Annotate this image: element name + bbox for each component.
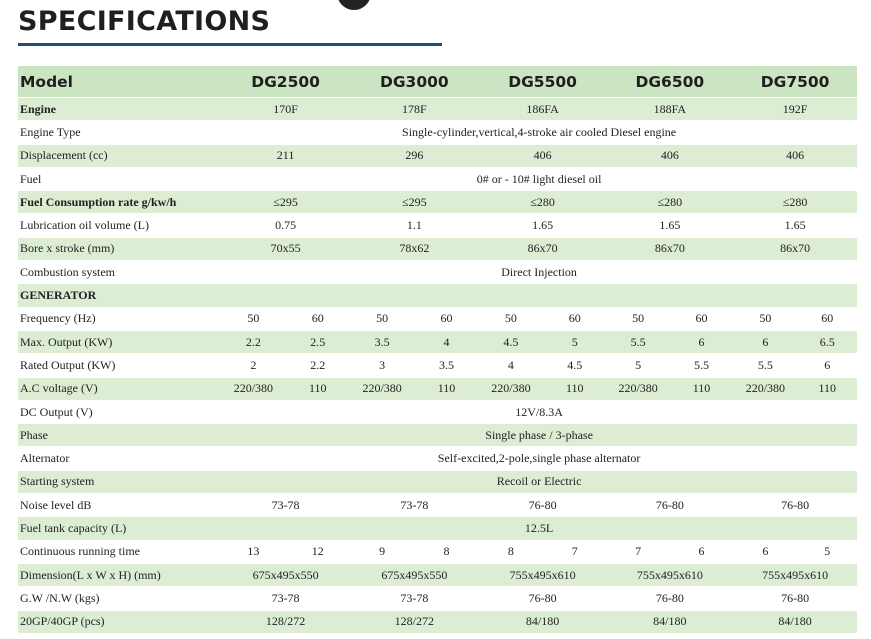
table-cell-span: Single-cylinder,vertical,4-stroke air cooled Diesel engine <box>221 121 857 144</box>
table-cell: 220/380 <box>479 377 543 400</box>
table-cell: 110 <box>670 377 733 400</box>
row-label: Lubrication oil volume (L) <box>18 214 221 237</box>
table-cell: ≤280 <box>606 191 733 214</box>
table-cell: 50 <box>479 307 543 330</box>
table-cell: 6.5 <box>798 330 857 353</box>
table-row <box>18 307 857 330</box>
table-cell: 170F <box>221 98 350 121</box>
table-cell: 3 <box>350 354 414 377</box>
table-cell: 755x495x610 <box>606 563 733 586</box>
table-cell: 186FA <box>479 98 607 121</box>
table-cell: 78x62 <box>350 237 479 260</box>
table-cell: 8 <box>479 540 543 563</box>
table-cell: 3.5 <box>414 354 478 377</box>
table-cell: 0.75 <box>221 214 350 237</box>
table-cell-span: 12V/8.3A <box>221 400 857 423</box>
table-body <box>18 98 857 634</box>
table-cell: 50 <box>733 307 797 330</box>
table-cell: 76-80 <box>479 587 607 610</box>
row-label: Dimension(L x W x H) (mm) <box>18 563 221 586</box>
table-cell: 60 <box>286 307 350 330</box>
table-cell: 60 <box>798 307 857 330</box>
row-label: Frequency (Hz) <box>18 307 221 330</box>
row-label: Fuel <box>18 167 221 190</box>
table-cell: 110 <box>798 377 857 400</box>
table-cell: 755x495x610 <box>733 563 857 586</box>
table-cell: 84/180 <box>733 610 857 633</box>
table-cell: 76-80 <box>479 494 607 517</box>
header-model-dg2500: DG2500 <box>221 66 350 98</box>
table-cell: 128/272 <box>350 610 479 633</box>
table-cell: 675x495x550 <box>350 563 479 586</box>
table-cell: 406 <box>479 144 607 167</box>
table-row <box>18 98 857 121</box>
table-row <box>18 191 857 214</box>
table-cell: 73-78 <box>350 494 479 517</box>
table-cell: 76-80 <box>606 587 733 610</box>
table-cell: 6 <box>733 540 797 563</box>
table-cell: 76-80 <box>733 494 857 517</box>
table-cell: 76-80 <box>606 494 733 517</box>
row-label: Bore x stroke (mm) <box>18 237 221 260</box>
table-cell: 211 <box>221 144 350 167</box>
table-row <box>18 354 857 377</box>
table-cell: 5.5 <box>670 354 733 377</box>
row-label: Displacement (cc) <box>18 144 221 167</box>
row-label: Continuous running time <box>18 540 221 563</box>
table-cell: 3.5 <box>350 330 414 353</box>
table-row <box>18 330 857 353</box>
table-cell-span: Single phase / 3-phase <box>221 424 857 447</box>
table-cell: 220/380 <box>606 377 669 400</box>
table-cell: 6 <box>733 330 797 353</box>
row-label: Max. Output (KW) <box>18 330 221 353</box>
table-cell: 4.5 <box>479 330 543 353</box>
table-row <box>18 587 857 610</box>
table-cell-span: 0# or - 10# light diesel oil <box>221 167 857 190</box>
table-cell: 86x70 <box>479 237 607 260</box>
row-label: Alternator <box>18 447 221 470</box>
row-label: Starting system <box>18 470 221 493</box>
table-cell: 60 <box>670 307 733 330</box>
table-cell: 128/272 <box>221 610 350 633</box>
table-row <box>18 377 857 400</box>
table-header-row <box>18 66 857 98</box>
table-cell: 5 <box>543 330 606 353</box>
table-cell: 296 <box>350 144 479 167</box>
table-row <box>18 144 857 167</box>
table-cell: 6 <box>670 540 733 563</box>
row-label: Noise level dB <box>18 494 221 517</box>
table-cell: 12 <box>286 540 350 563</box>
table-cell: 4 <box>479 354 543 377</box>
table-cell: 60 <box>543 307 606 330</box>
table-cell: 9 <box>350 540 414 563</box>
table-cell: 110 <box>543 377 606 400</box>
specifications-table <box>18 66 857 634</box>
table-cell: 70x55 <box>221 237 350 260</box>
page-title: SPECIFICATIONS <box>18 6 271 37</box>
table-row <box>18 121 857 144</box>
table-cell: 406 <box>606 144 733 167</box>
table-cell: 188FA <box>606 98 733 121</box>
table-cell: 4.5 <box>543 354 606 377</box>
table-row <box>18 214 857 237</box>
table-cell: 60 <box>414 307 478 330</box>
header-model-dg6500: DG6500 <box>606 66 733 98</box>
table-cell: 50 <box>606 307 669 330</box>
row-label: Combustion system <box>18 261 221 284</box>
table-row <box>18 284 857 307</box>
table-cell: 5 <box>798 540 857 563</box>
table-cell: 6 <box>670 330 733 353</box>
table-cell: 50 <box>221 307 285 330</box>
brand-logo-fragment <box>337 0 371 10</box>
table-row <box>18 517 857 540</box>
table-cell: 76-80 <box>733 587 857 610</box>
table-row <box>18 261 857 284</box>
table-cell: 13 <box>221 540 285 563</box>
row-label: 20GP/40GP (pcs) <box>18 610 221 633</box>
table-cell: 5 <box>606 354 669 377</box>
table-cell: 73-78 <box>221 587 350 610</box>
table-cell: ≤295 <box>221 191 350 214</box>
table-cell: 1.65 <box>733 214 857 237</box>
row-label: Rated Output (KW) <box>18 354 221 377</box>
row-label: GENERATOR <box>18 284 221 307</box>
table-cell-span: Direct Injection <box>221 261 857 284</box>
table-cell-span: Self-excited,2-pole,single phase alternator <box>221 447 857 470</box>
row-label: Fuel tank capacity (L) <box>18 517 221 540</box>
row-label: Fuel Consumption rate g/kw/h <box>18 191 221 214</box>
table-row <box>18 237 857 260</box>
table-cell: 755x495x610 <box>479 563 607 586</box>
table-cell: 2.5 <box>286 330 350 353</box>
title-underline <box>18 43 442 46</box>
table-cell-span: Recoil or Electric <box>221 470 857 493</box>
table-cell: ≤295 <box>350 191 479 214</box>
table-cell: 2 <box>221 354 285 377</box>
table-cell: 73-78 <box>221 494 350 517</box>
table-row <box>18 610 857 633</box>
table-cell: 110 <box>286 377 350 400</box>
table-cell: 7 <box>606 540 669 563</box>
table-row <box>18 540 857 563</box>
table-cell: 2.2 <box>286 354 350 377</box>
table-row <box>18 494 857 517</box>
table-cell: 2.2 <box>221 330 285 353</box>
table-row <box>18 470 857 493</box>
table-cell: 84/180 <box>479 610 607 633</box>
row-label: Phase <box>18 424 221 447</box>
table-cell: 86x70 <box>733 237 857 260</box>
row-label: Engine <box>18 98 221 121</box>
table-cell: 7 <box>543 540 606 563</box>
header-model-dg3000: DG3000 <box>350 66 479 98</box>
table-row <box>18 563 857 586</box>
table-cell: 192F <box>733 98 857 121</box>
table-cell: 4 <box>414 330 478 353</box>
table-cell-span: 12.5L <box>221 517 857 540</box>
table-row <box>18 167 857 190</box>
table-cell: ≤280 <box>733 191 857 214</box>
table-cell: 406 <box>733 144 857 167</box>
row-label: Engine Type <box>18 121 221 144</box>
table-cell: 1.1 <box>350 214 479 237</box>
table-cell: 86x70 <box>606 237 733 260</box>
table-cell-empty <box>221 284 857 307</box>
table-cell: 1.65 <box>479 214 607 237</box>
table-row <box>18 424 857 447</box>
table-cell: 220/380 <box>733 377 797 400</box>
row-label: A.C voltage (V) <box>18 377 221 400</box>
table-cell: 50 <box>350 307 414 330</box>
table-cell: 84/180 <box>606 610 733 633</box>
table-cell: 220/380 <box>350 377 414 400</box>
table-cell: 178F <box>350 98 479 121</box>
header-model-label: Model <box>18 66 221 98</box>
table-cell: 5.5 <box>606 330 669 353</box>
table-cell: ≤280 <box>479 191 607 214</box>
table-row <box>18 400 857 423</box>
header-model-dg7500: DG7500 <box>733 66 857 98</box>
table-cell: 6 <box>798 354 857 377</box>
table-cell: 1.65 <box>606 214 733 237</box>
table-cell: 110 <box>414 377 478 400</box>
table-cell: 8 <box>414 540 478 563</box>
table-cell: 220/380 <box>221 377 285 400</box>
table-row <box>18 447 857 470</box>
header-model-dg5500: DG5500 <box>479 66 607 98</box>
row-label: G.W /N.W (kgs) <box>18 587 221 610</box>
row-label: DC Output (V) <box>18 400 221 423</box>
table-cell: 675x495x550 <box>221 563 350 586</box>
table-cell: 73-78 <box>350 587 479 610</box>
table-cell: 5.5 <box>733 354 797 377</box>
